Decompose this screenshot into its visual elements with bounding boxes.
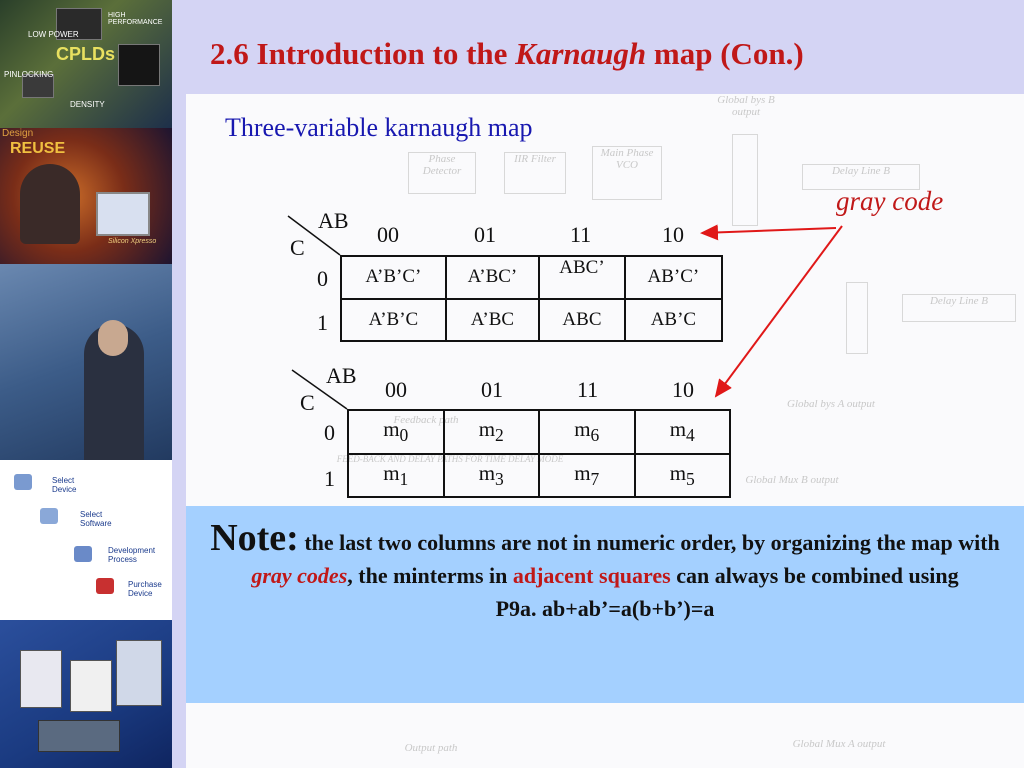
slide-subtitle: Three-variable karnaugh map xyxy=(225,113,533,142)
ghost-block: Delay Line B xyxy=(802,164,920,190)
minterm-base: m xyxy=(383,417,400,442)
map1-cell: ABC xyxy=(539,299,625,342)
minterm-index: 4 xyxy=(686,425,695,446)
note-part2: , the minterms in xyxy=(347,563,513,588)
map2-row xyxy=(348,454,730,498)
note-gray-codes: gray codes xyxy=(251,563,348,588)
minterm-index: 2 xyxy=(495,425,504,446)
map1-col-header: 11 xyxy=(570,222,592,247)
note-text xyxy=(210,517,1000,625)
flow-step-label: Purchase Device xyxy=(128,580,162,598)
map1-col-header: 00 xyxy=(377,222,399,247)
map2-cell xyxy=(444,410,540,454)
map2-cell xyxy=(348,454,444,498)
karnaugh-map-minterms xyxy=(347,409,731,498)
ghost-label: Feedback path xyxy=(393,414,459,426)
arrow-to-map1 xyxy=(702,228,836,233)
flow-step-label: Select Device xyxy=(52,476,77,494)
ghost-label: FEED-BACK AND DELAY PATHS FOR TIME DELAY MODE xyxy=(336,454,564,464)
minterm-index: 6 xyxy=(590,425,600,446)
minterm-base: m xyxy=(669,460,687,485)
minterm-base: m xyxy=(478,417,496,442)
ghost-label: Global bys B output xyxy=(717,94,775,118)
sidebar-label: DENSITY xyxy=(70,100,105,109)
sidebar-label: Design xyxy=(2,128,34,139)
ghost-label: Output path xyxy=(404,742,458,754)
minterm-index: 0 xyxy=(399,425,409,446)
sidebar-label: CPLDs xyxy=(56,44,116,64)
minterm-base: m xyxy=(669,417,687,442)
arrow-to-map2 xyxy=(716,226,842,396)
title-suffix: map (Con.) xyxy=(646,36,804,71)
map1-row-header: 1 xyxy=(317,310,328,335)
note-heading: Note: xyxy=(210,517,299,559)
map1-col-header: 10 xyxy=(662,222,684,247)
map2-col-header: 00 xyxy=(385,377,407,402)
minterm-base: m xyxy=(574,460,591,485)
note-adjacent-squares: adjacent squares xyxy=(512,563,671,588)
map1-cell: A’BC’ xyxy=(446,256,539,299)
sidebar-label: HIGH PERFORMANCE xyxy=(108,12,163,26)
note-formula: P9a. ab+ab’=a(b+b’)=a xyxy=(495,596,715,621)
map1-cell: AB’C’ xyxy=(625,256,722,299)
ghost-block: Delay Line B xyxy=(902,294,1016,322)
minterm-index: 1 xyxy=(399,468,409,489)
minterm-index: 5 xyxy=(686,468,695,489)
minterm-index: 7 xyxy=(590,468,600,489)
flow-step-label: Select Software xyxy=(80,510,112,528)
map1-cell: A’BC xyxy=(446,299,539,342)
map2-col-header: 11 xyxy=(577,377,599,402)
map1-row xyxy=(341,256,722,299)
flow-step-label: Development Process xyxy=(108,546,156,564)
note-part1: the last two columns are not in numeric order, by organizing the map with xyxy=(298,530,1000,555)
map2-row xyxy=(348,410,730,454)
ghost-label: Global bys A output xyxy=(787,398,875,410)
karnaugh-map-expressions xyxy=(340,255,723,342)
ghost-block: Main Phase VCO xyxy=(592,146,662,200)
sidebar-label: REUSE xyxy=(10,140,66,157)
ghost-label: Global Mux A output xyxy=(792,738,886,750)
sidebar-label: PINLOCKING xyxy=(4,70,54,79)
note-part3: can always be combined using xyxy=(670,563,959,588)
map2-cell xyxy=(444,454,540,498)
map2-col-header: 10 xyxy=(672,377,694,402)
map2-col-header: 01 xyxy=(481,377,503,402)
ghost-block: IIR Filter xyxy=(504,152,566,194)
map2-ab-label: AB xyxy=(326,363,357,388)
map2-cell xyxy=(635,454,731,498)
ghost-block: Phase Detector xyxy=(408,152,476,194)
map1-row xyxy=(341,299,722,342)
map2-cell xyxy=(348,410,444,454)
title-emphasis: Karnaugh xyxy=(515,36,647,71)
sidebar-label: LOW POWER xyxy=(28,30,79,39)
map2-c-label: C xyxy=(300,390,315,415)
map1-cell: AB’C xyxy=(625,299,722,342)
map2-row-header: 1 xyxy=(324,466,335,491)
map2-cell xyxy=(539,410,635,454)
map2-cell xyxy=(539,454,635,498)
map2-row-header: 0 xyxy=(324,420,335,445)
map1-cell: A’B’C xyxy=(341,299,446,342)
map2-cell xyxy=(635,410,731,454)
minterm-base: m xyxy=(383,460,400,485)
map1-row-header: 0 xyxy=(317,266,328,291)
title-prefix: 2.6 Introduction to the xyxy=(210,36,516,71)
map1-c-label: C xyxy=(290,235,305,260)
map1-cell: ABC’ xyxy=(539,256,625,299)
gray-code-annotation: gray code xyxy=(836,186,944,216)
map1-col-header: 01 xyxy=(474,222,496,247)
ghost-label: Global Mux B output xyxy=(745,474,839,486)
map1-cell: A’B’C’ xyxy=(341,256,446,299)
sidebar-label: Silicon Xpresso xyxy=(108,238,157,245)
map1-ab-label: AB xyxy=(318,208,349,233)
minterm-index: 3 xyxy=(495,468,504,489)
minterm-base: m xyxy=(574,417,591,442)
minterm-base: m xyxy=(478,460,496,485)
